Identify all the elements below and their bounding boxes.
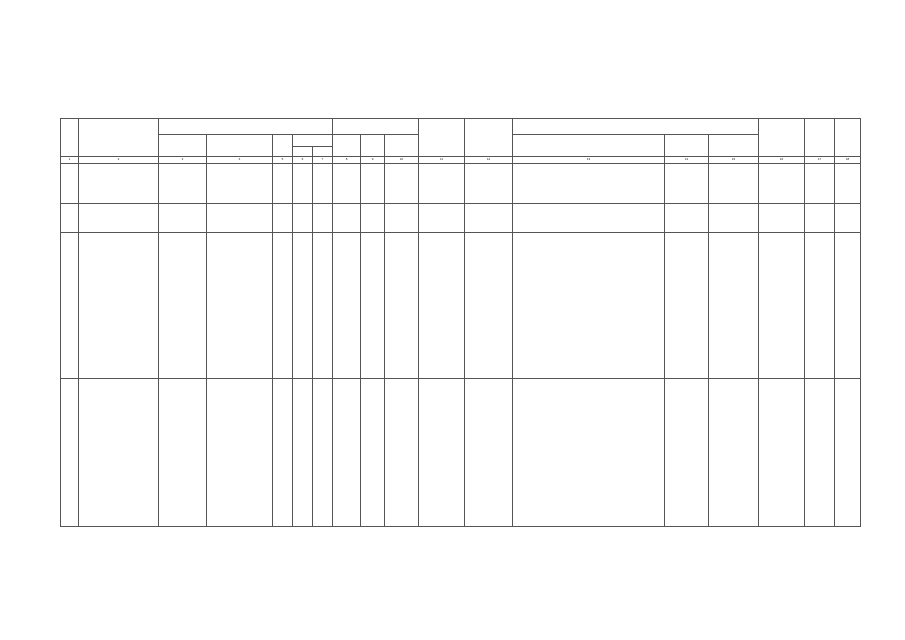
table-cell <box>513 379 665 527</box>
col-header-5 <box>273 135 293 157</box>
column-number: 5 <box>273 157 293 164</box>
table-cell <box>835 233 861 379</box>
table-cell <box>709 233 759 379</box>
table-cell <box>385 379 419 527</box>
table-cell <box>273 204 293 233</box>
column-number: 2 <box>79 157 159 164</box>
column-number: 6 <box>293 157 313 164</box>
table-cell <box>313 204 333 233</box>
col-header-15 <box>709 135 759 157</box>
col-header-11 <box>419 119 465 157</box>
table-cell <box>313 379 333 527</box>
col-header-2 <box>79 119 159 157</box>
col-header-3 <box>159 135 207 157</box>
registry-table <box>60 118 861 527</box>
table-cell <box>805 379 835 527</box>
column-number: 7 <box>313 157 333 164</box>
column-number: 14 <box>665 157 709 164</box>
table-cell <box>419 233 465 379</box>
table-cell <box>333 164 361 204</box>
table-row <box>61 164 861 204</box>
table-cell <box>665 379 709 527</box>
table-cell <box>385 164 419 204</box>
table-cell <box>361 204 385 233</box>
column-number: 3 <box>159 157 207 164</box>
col-header-17 <box>805 119 835 157</box>
column-number: 18 <box>835 157 861 164</box>
table-cell <box>419 204 465 233</box>
col-header-18 <box>835 119 861 157</box>
column-number: 17 <box>805 157 835 164</box>
table-cell <box>805 233 835 379</box>
group-header-operator <box>333 119 419 135</box>
table-cell <box>273 379 293 527</box>
table-cell <box>207 233 273 379</box>
table-cell <box>313 164 333 204</box>
table-cell <box>61 233 79 379</box>
table-cell <box>333 233 361 379</box>
group-header-mode <box>513 119 759 135</box>
table-cell <box>159 204 207 233</box>
col-header-16 <box>759 119 805 157</box>
table-row <box>61 379 861 527</box>
table-cell <box>465 379 513 527</box>
table-cell <box>159 233 207 379</box>
header-row <box>61 119 861 135</box>
table-cell <box>313 233 333 379</box>
table-cell <box>665 164 709 204</box>
table-cell <box>273 164 293 204</box>
column-number: 1 <box>61 157 79 164</box>
col-header-8 <box>333 135 361 157</box>
table-cell <box>419 379 465 527</box>
table-cell <box>513 233 665 379</box>
table-cell <box>61 379 79 527</box>
column-number: 4 <box>207 157 273 164</box>
table-cell <box>79 233 159 379</box>
table-cell <box>835 164 861 204</box>
table-cell <box>333 204 361 233</box>
table-cell <box>465 204 513 233</box>
table-cell <box>361 164 385 204</box>
table-cell <box>361 233 385 379</box>
table-cell <box>79 164 159 204</box>
table-cell <box>805 204 835 233</box>
col-header-7 <box>313 147 333 157</box>
table-cell <box>79 379 159 527</box>
table-cell <box>665 204 709 233</box>
table-cell <box>759 379 805 527</box>
column-number-row <box>61 157 861 164</box>
column-number: 11 <box>419 157 465 164</box>
col-header-4 <box>207 135 273 157</box>
column-number: 12 <box>465 157 513 164</box>
table-cell <box>293 379 313 527</box>
table-cell <box>759 204 805 233</box>
table-cell <box>61 204 79 233</box>
table-cell <box>385 204 419 233</box>
table-cell <box>759 164 805 204</box>
table-cell <box>665 233 709 379</box>
table-cell <box>207 204 273 233</box>
col-header-9 <box>361 135 385 157</box>
col-header-14 <box>665 135 709 157</box>
column-number: 10 <box>385 157 419 164</box>
table-cell <box>361 379 385 527</box>
group-header-object <box>159 119 333 135</box>
column-number: 15 <box>709 157 759 164</box>
col-header-6 <box>293 147 313 157</box>
column-number: 9 <box>361 157 385 164</box>
table-cell <box>293 164 313 204</box>
table-row <box>61 233 861 379</box>
table-cell <box>385 233 419 379</box>
table-cell <box>159 164 207 204</box>
col-header-13 <box>513 135 665 157</box>
table-cell <box>709 164 759 204</box>
table-row <box>61 204 861 233</box>
table-cell <box>835 204 861 233</box>
col-header-1 <box>61 119 79 157</box>
table-cell <box>759 233 805 379</box>
table-cell <box>207 164 273 204</box>
table-cell <box>513 204 665 233</box>
table-cell <box>513 164 665 204</box>
column-number: 16 <box>759 157 805 164</box>
col-header-10 <box>385 135 419 157</box>
table-cell <box>207 379 273 527</box>
table-cell <box>805 164 835 204</box>
table-cell <box>835 379 861 527</box>
group-header-location <box>293 135 333 147</box>
table-cell <box>273 233 293 379</box>
column-number: 13 <box>513 157 665 164</box>
table-cell <box>61 164 79 204</box>
table-cell <box>709 204 759 233</box>
table-cell <box>333 379 361 527</box>
table-cell <box>293 204 313 233</box>
col-header-12 <box>465 119 513 157</box>
table-cell <box>293 233 313 379</box>
table-cell <box>709 379 759 527</box>
table-cell <box>419 164 465 204</box>
table-cell <box>465 164 513 204</box>
column-number: 8 <box>333 157 361 164</box>
table-cell <box>159 379 207 527</box>
table-cell <box>79 204 159 233</box>
table-cell <box>465 233 513 379</box>
